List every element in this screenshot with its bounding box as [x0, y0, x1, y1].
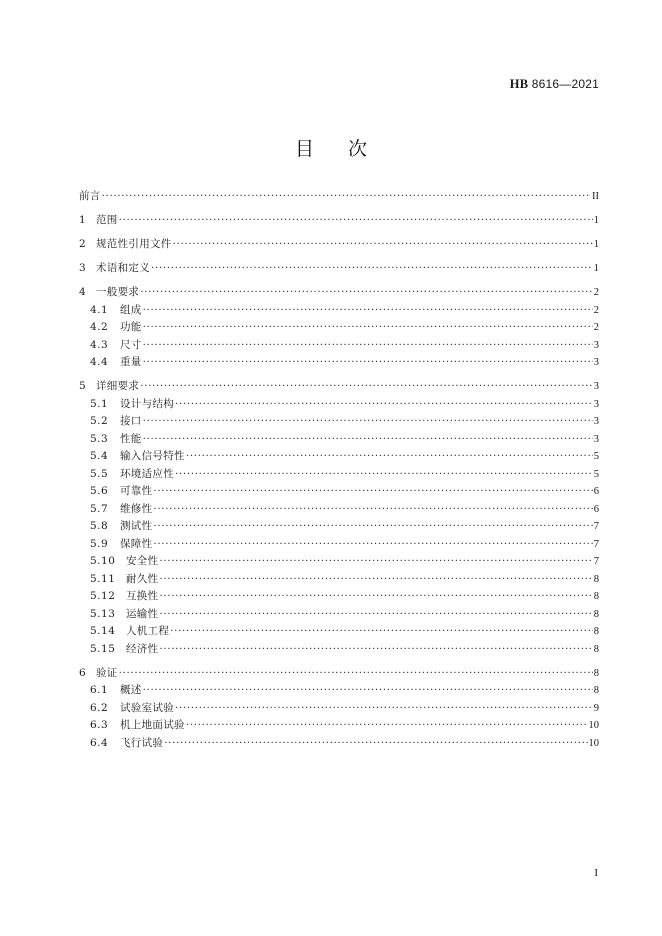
- toc-entry-number: 5.2: [90, 415, 109, 427]
- toc-entry-label: 安全性: [126, 555, 159, 567]
- dot-leader: [140, 284, 593, 302]
- toc-entry-page: 3: [593, 398, 599, 410]
- toc-entry-number: 5.7: [90, 502, 109, 515]
- toc-entry-page: 2: [593, 304, 599, 316]
- toc-entry[interactable]: [79, 302, 599, 320]
- dot-leader: [143, 302, 593, 320]
- dot-leader: [159, 606, 592, 624]
- toc-entry-number: 6.4: [90, 736, 109, 749]
- toc-entry-page: 3: [593, 357, 599, 368]
- toc-entry-number: 5.8: [90, 520, 109, 532]
- toc-entry-label: 维修性: [120, 502, 153, 515]
- dot-leader: [102, 188, 591, 206]
- toc-entry[interactable]: [79, 588, 599, 606]
- toc-entry-number: 6.3: [90, 719, 109, 731]
- toc-entry-page: 5: [593, 468, 599, 480]
- toc-entry[interactable]: [79, 284, 599, 302]
- toc-entry-page: 2: [593, 322, 599, 333]
- dot-leader: [159, 571, 592, 589]
- toc-entry-page: 8: [593, 643, 599, 655]
- toc-entry[interactable]: [79, 682, 599, 700]
- dot-leader: [119, 665, 593, 683]
- toc-entry-page: 8: [593, 685, 599, 696]
- toc-entry-number: 5.11: [90, 572, 116, 585]
- dot-leader: [119, 212, 593, 230]
- toc-entry-label: 规范性引用文件: [96, 238, 172, 250]
- toc-entry[interactable]: [79, 236, 599, 254]
- toc-entry[interactable]: [79, 354, 599, 372]
- toc-entry-label: 试验室试验: [120, 701, 174, 714]
- page-number: I: [594, 867, 598, 879]
- toc-entry-label: 一般要求: [96, 286, 140, 298]
- dot-leader: [153, 518, 592, 536]
- toc-entry[interactable]: [79, 260, 599, 278]
- toc-entry-page: 3: [593, 339, 599, 351]
- toc-entry-page: 10: [588, 720, 599, 731]
- toc-entry[interactable]: [79, 501, 599, 519]
- toc-entry[interactable]: [79, 623, 599, 641]
- toc-entry-page: 1: [593, 239, 599, 250]
- dot-leader: [143, 319, 593, 337]
- toc-entry-number: 5.5: [90, 467, 109, 480]
- toc-entry-label: 互换性: [126, 590, 159, 602]
- toc-entry-number: 5.15: [90, 642, 116, 655]
- toc-entry-label: 飞行试验: [120, 736, 164, 749]
- toc-entry-number: 5.3: [90, 432, 109, 445]
- toc-entry-number: 4.4: [90, 356, 109, 368]
- toc-entry[interactable]: [79, 378, 599, 396]
- toc-entry-label: 人机工程: [126, 625, 170, 637]
- dot-leader: [175, 396, 593, 414]
- toc-entry[interactable]: [79, 553, 599, 571]
- toc-entry-page: 2: [593, 287, 599, 298]
- toc-entry-page: 7: [593, 538, 599, 550]
- standard-number: 8616—2021: [531, 77, 599, 91]
- toc-entry-label: 验证: [96, 666, 118, 679]
- toc-entry[interactable]: [79, 413, 599, 431]
- toc-entry-number: 4.2: [90, 321, 109, 333]
- toc-entry-page: 1: [593, 215, 599, 226]
- toc-entry-number: 6: [79, 666, 87, 679]
- dot-leader: [153, 536, 592, 554]
- dot-leader: [186, 717, 588, 735]
- toc-entry-page: 3: [593, 381, 599, 392]
- toc-entry-number: 5.9: [90, 537, 109, 550]
- toc-entry-number: 5.4: [90, 450, 109, 462]
- toc-entry[interactable]: [79, 396, 599, 414]
- toc-entry-page: 8: [593, 626, 599, 637]
- toc-entry-number: 5.6: [90, 485, 109, 497]
- dot-leader: [159, 641, 592, 659]
- toc-entry-number: 4.3: [90, 338, 109, 351]
- toc-entry[interactable]: [79, 606, 599, 624]
- toc-entry-page: 3: [593, 433, 599, 445]
- toc-entry-label: 功能: [120, 321, 142, 333]
- toc-entry[interactable]: [79, 188, 599, 206]
- toc-entry[interactable]: [79, 700, 599, 718]
- toc-entry-label: 详细要求: [96, 380, 140, 392]
- toc-entry-label: 组成: [120, 303, 142, 316]
- dot-leader: [153, 501, 592, 519]
- dot-leader: [159, 588, 592, 606]
- toc-entry-page: 9: [593, 702, 599, 714]
- toc-entry[interactable]: [79, 319, 599, 337]
- toc-entry[interactable]: [79, 518, 599, 536]
- toc-entry[interactable]: [79, 212, 599, 230]
- toc-entry-number: 5: [79, 380, 87, 392]
- toc-entry[interactable]: [79, 431, 599, 449]
- toc-entry-page: 7: [593, 521, 599, 532]
- toc-entry-number: 4.1: [90, 303, 109, 316]
- dot-leader: [173, 236, 593, 254]
- toc-entry-number: 6.1: [90, 684, 109, 696]
- dot-leader: [143, 413, 593, 431]
- toc-entry-page: 7: [593, 556, 599, 567]
- toc-entry-number: 6.2: [90, 701, 109, 714]
- dot-leader: [186, 448, 593, 466]
- toc-entry-label: 环境适应性: [120, 467, 174, 480]
- toc-entry-label: 可靠性: [120, 485, 153, 497]
- toc-entry-page: 8: [593, 667, 599, 679]
- toc-entry-label: 机上地面试验: [120, 719, 185, 731]
- toc-entry[interactable]: [79, 536, 599, 554]
- toc-entry-page: 3: [593, 416, 599, 427]
- toc-entry-label: 范围: [96, 214, 118, 226]
- dot-leader: [153, 483, 592, 501]
- toc-entry-label: 性能: [120, 432, 142, 445]
- dot-leader: [159, 553, 592, 571]
- toc-entry-page: II: [592, 191, 599, 202]
- toc-entry-page: 10: [588, 737, 599, 749]
- standard-code: [510, 77, 599, 92]
- toc-entry-number: 5.1: [90, 397, 109, 410]
- dot-leader: [151, 260, 593, 278]
- toc-entry-page: 8: [593, 573, 599, 585]
- table-of-contents: [79, 188, 599, 752]
- toc-entry-label: 测试性: [120, 520, 153, 532]
- toc-entry[interactable]: [79, 735, 599, 753]
- toc-entry-page: 8: [593, 591, 599, 602]
- toc-entry-number: 4: [79, 286, 87, 298]
- toc-entry-label: 前言: [79, 190, 101, 202]
- toc-entry-number: 2: [79, 238, 87, 250]
- toc-entry-number: 5.10: [90, 555, 116, 567]
- dot-leader: [143, 337, 593, 355]
- toc-entry[interactable]: [79, 665, 599, 683]
- toc-title: 目次: [294, 138, 401, 160]
- toc-entry-label: 输入信号特性: [120, 450, 185, 462]
- toc-entry-label: 经济性: [126, 642, 159, 655]
- toc-entry-page: 6: [593, 503, 599, 515]
- toc-entry-page: 6: [593, 486, 599, 497]
- toc-entry-label: 重量: [120, 356, 142, 368]
- toc-entry-label: 保障性: [120, 537, 153, 550]
- toc-entry-number: 3: [79, 262, 87, 274]
- toc-entry[interactable]: [79, 448, 599, 466]
- dot-leader: [164, 735, 587, 753]
- toc-entry[interactable]: [79, 466, 599, 484]
- dot-leader: [143, 354, 593, 372]
- dot-leader: [143, 682, 593, 700]
- toc-entry-label: 耐久性: [126, 572, 159, 585]
- toc-entry[interactable]: [79, 337, 599, 355]
- toc-entry-page: 8: [593, 608, 599, 620]
- dot-leader: [143, 431, 593, 449]
- toc-entry-label: 尺寸: [120, 338, 142, 351]
- toc-entry-number: 5.12: [90, 590, 116, 602]
- toc-entry-number: 1: [79, 214, 87, 226]
- dot-leader: [140, 378, 593, 396]
- toc-entry-page: 1: [593, 263, 599, 274]
- toc-entry-page: 5: [593, 451, 599, 462]
- toc-entry[interactable]: [79, 571, 599, 589]
- dot-leader: [175, 700, 593, 718]
- toc-entry-label: 概述: [120, 684, 142, 696]
- dot-leader: [170, 623, 593, 641]
- standard-prefix: HB: [509, 77, 529, 91]
- toc-entry[interactable]: [79, 641, 599, 659]
- toc-entry-label: 接口: [120, 415, 142, 427]
- toc-entry-label: 运输性: [126, 607, 159, 620]
- toc-entry-label: 术语和定义: [96, 262, 150, 274]
- toc-entry-number: 5.14: [90, 625, 116, 637]
- toc-entry-label: 设计与结构: [120, 397, 174, 410]
- toc-entry[interactable]: [79, 717, 599, 735]
- dot-leader: [175, 466, 593, 484]
- toc-entry[interactable]: [79, 483, 599, 501]
- toc-entry-number: 5.13: [90, 607, 116, 620]
